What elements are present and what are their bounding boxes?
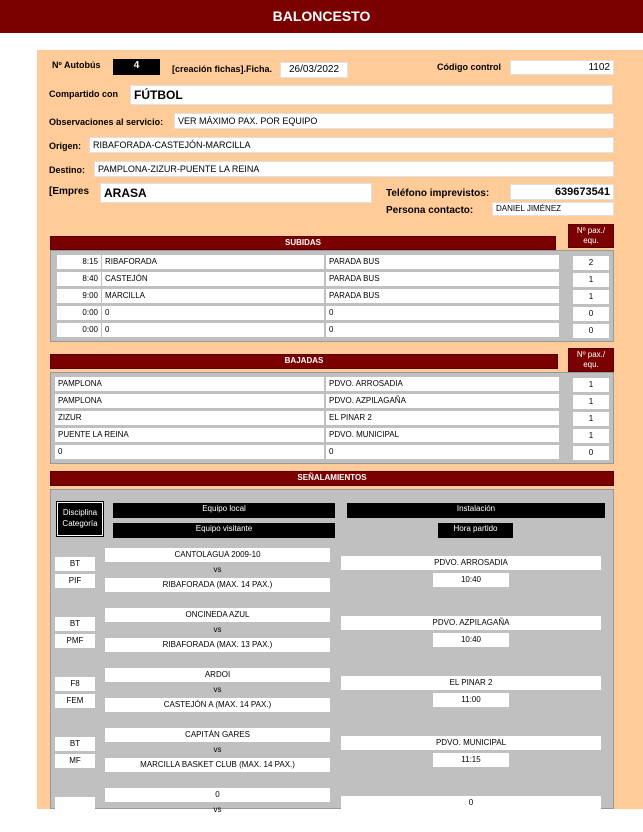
bajadas-pax-header: Nº pax./ equ. [568, 348, 614, 372]
bajada-place[interactable]: 0 [55, 445, 324, 459]
match-categoria[interactable]: MF [55, 754, 95, 768]
subida-time[interactable]: 0:00 [57, 323, 101, 337]
match-disciplina[interactable]: BT [55, 617, 95, 631]
telefono-label: Teléfono imprevistos: [386, 188, 490, 199]
match-vs: vs [213, 565, 222, 574]
match-instalacion[interactable]: PDVO. ARROSADIA [341, 556, 601, 570]
match-local[interactable]: CAPITÁN GARES [105, 728, 330, 742]
subida-place[interactable]: 0 [102, 323, 324, 337]
match-vs: vs [213, 745, 222, 754]
bajada-place[interactable]: PAMPLONA [55, 394, 324, 408]
match-instalacion[interactable]: 0 [341, 796, 601, 810]
bajada-stop[interactable]: 0 [326, 445, 559, 459]
subida-stop[interactable]: PARADA BUS [326, 255, 559, 269]
autobus-value[interactable]: 4 [113, 59, 160, 75]
instalacion-header: Instalación [347, 503, 605, 518]
subida-pax[interactable]: 0 [573, 307, 609, 321]
bajada-pax[interactable]: 0 [573, 446, 609, 460]
bajada-place[interactable]: PUENTE LA REINA [55, 428, 324, 442]
origen-field[interactable]: RIBAFORADA-CASTEJÓN-MARCILLA [89, 137, 614, 153]
match-categoria[interactable]: FEM [55, 694, 95, 708]
bajada-place[interactable]: ZIZUR [55, 411, 324, 425]
match-local[interactable]: ARDOI [105, 668, 330, 682]
match-visitante[interactable]: CASTEJÓN A (MAX. 14 PAX.) [105, 698, 330, 712]
subida-stop[interactable]: 0 [326, 323, 559, 337]
disciplina-header: Disciplina Categoría [57, 502, 103, 536]
match-vs: vs [213, 685, 222, 694]
bajada-pax[interactable]: 1 [573, 395, 609, 409]
destino-label: Destino: [49, 165, 85, 175]
match-visitante[interactable]: RIBAFORADA (MAX. 14 PAX.) [105, 578, 330, 592]
subida-pax[interactable]: 1 [573, 290, 609, 304]
codigo-control-label: Código control [437, 62, 501, 72]
match-hora[interactable]: 11:00 [433, 693, 509, 707]
telefono-field[interactable]: 639673541 [510, 184, 614, 200]
contacto-field[interactable]: DANIEL JIMÉNEZ [492, 202, 614, 216]
bajada-stop[interactable]: PDVO. ARROSADIA [326, 377, 559, 391]
subida-place[interactable]: CASTEJÓN [102, 272, 324, 286]
subida-place[interactable]: RIBAFORADA [102, 255, 324, 269]
equipo-visitante-header: Equipo visitante [113, 523, 335, 538]
bajada-stop[interactable]: PDVO. MUNICIPAL [326, 428, 559, 442]
match-hora[interactable] [433, 813, 509, 827]
match-visitante[interactable] [105, 818, 330, 832]
senalamientos-header: SEÑALAMIENTOS [50, 471, 614, 486]
subida-time[interactable]: 9:00 [57, 289, 101, 303]
match-local[interactable]: ONCINEDA AZUL [105, 608, 330, 622]
autobus-label: Nº Autobús [52, 60, 101, 70]
contacto-label: Persona contacto: [386, 205, 474, 216]
subidas-pax-header: Nº pax./ equ. [568, 224, 614, 248]
equipo-local-header: Equipo local [113, 503, 335, 518]
match-hora[interactable]: 10:40 [433, 633, 509, 647]
observaciones-field[interactable]: VER MÁXIMO PAX. POR EQUIPO [174, 113, 614, 129]
destino-field[interactable]: PAMPLONA-ZIZUR-PUENTE LA REINA [94, 161, 614, 177]
compartido-label: Compartido con [49, 89, 118, 99]
match-local[interactable]: 0 [105, 788, 330, 802]
bajada-place[interactable]: PAMPLONA [55, 377, 324, 391]
match-visitante[interactable]: MARCILLA BASKET CLUB (MAX. 14 PAX.) [105, 758, 330, 772]
subida-stop[interactable]: PARADA BUS [326, 272, 559, 286]
bajada-pax[interactable]: 1 [573, 412, 609, 426]
ficha-label: [creación fichas].Ficha. [172, 64, 273, 74]
match-hora[interactable]: 10:40 [433, 573, 509, 587]
match-categoria[interactable]: PIF [55, 574, 95, 588]
match-instalacion[interactable]: EL PINAR 2 [341, 676, 601, 690]
subida-place[interactable]: 0 [102, 306, 324, 320]
match-local[interactable]: CANTOLAGUA 2009-10 [105, 548, 330, 562]
match-hora[interactable]: 11:15 [433, 753, 509, 767]
match-visitante[interactable]: RIBAFORADA (MAX. 13 PAX.) [105, 638, 330, 652]
match-vs: vs [213, 805, 222, 814]
compartido-field[interactable]: FÚTBOL [130, 85, 613, 105]
ficha-date-field[interactable]: 26/03/2022 [280, 62, 348, 78]
empresa-field[interactable]: ARASA [100, 183, 372, 203]
subida-place[interactable]: MARCILLA [102, 289, 324, 303]
hora-partido-header: Hora partido [438, 523, 513, 538]
subida-time[interactable]: 8:15 [57, 255, 101, 269]
subida-pax[interactable]: 0 [573, 324, 609, 338]
page-title-bar [0, 0, 643, 33]
origen-label: Origen: [49, 141, 82, 151]
subida-time[interactable]: 8:40 [57, 272, 101, 286]
bajadas-header: BAJADAS [50, 354, 558, 369]
subida-pax[interactable]: 1 [573, 273, 609, 287]
bajada-pax[interactable]: 1 [573, 378, 609, 392]
subida-time[interactable]: 0:00 [57, 306, 101, 320]
subida-pax[interactable]: 2 [573, 256, 609, 270]
subidas-header: SUBIDAS [50, 236, 556, 250]
page-title: BALONCESTO [272, 8, 371, 24]
empresa-label: [Empres [49, 186, 90, 197]
match-categoria[interactable]: PMF [55, 634, 95, 648]
bajada-pax[interactable]: 1 [573, 429, 609, 443]
match-disciplina[interactable]: BT [55, 737, 95, 751]
match-disciplina[interactable]: F8 [55, 677, 95, 691]
match-vs: vs [213, 625, 222, 634]
bajada-stop[interactable]: EL PINAR 2 [326, 411, 559, 425]
match-categoria[interactable] [55, 814, 95, 828]
match-disciplina[interactable]: BT [55, 557, 95, 571]
bajada-stop[interactable]: PDVO. AZPILAGAÑA [326, 394, 559, 408]
subida-stop[interactable]: 0 [326, 306, 559, 320]
match-instalacion[interactable]: PDVO. MUNICIPAL [341, 736, 601, 750]
match-instalacion[interactable]: PDVO. AZPILAGAÑA [341, 616, 601, 630]
codigo-control-field[interactable]: 1102 [510, 60, 614, 75]
observaciones-label: Observaciones al servicio: [49, 117, 164, 127]
subida-stop[interactable]: PARADA BUS [326, 289, 559, 303]
